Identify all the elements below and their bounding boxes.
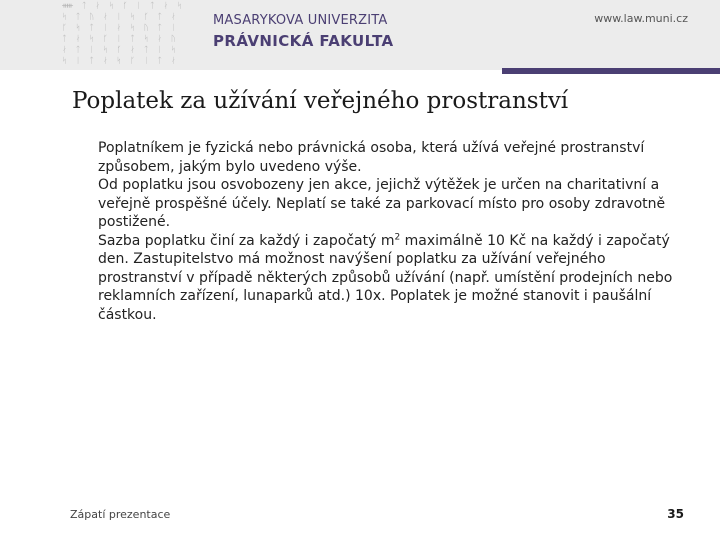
accent-bar (502, 68, 720, 74)
site-url-link[interactable]: www.law.muni.cz (594, 12, 688, 25)
square-superscript: 2 (394, 231, 401, 242)
paragraph-rate (98, 232, 688, 325)
header-bar (0, 0, 720, 70)
logo-pattern-icon: ᚔ ᛏ ᛅ ᛋ ᚴ ᛁ ᛏ ᛅ ᛋ ᛋ ᛏ ᚢ ᛅ ᛁ ᛋ ᚴ ᛏ ᛅ ᚴ ᛋ ᛏ ᛁ ᛅ ᛋ ᚢ ᛏ ᛁ ᛏ ᛅ ᛋ ᚴ ᛁ ᛏ ᛋ ᛅ ᚢ ᛅ ᛏ ᛁ ᛋ ᚴ ᛅ ᛏ ᛁ ᛋ ᛋ ᛁ ᛏ ᛅ ᛋ ᚴ ᛁ ᛏ ᛅ (62, 1, 184, 65)
rate-text-end: maximálně 10 Kč na každý i započatý den. Zastupitelstvo má možnost navýšení poplatku za užívání veřejného prostranství v případě některých způsobů užívání (např. umístění prodejních nebo reklamních zařízení, lunaparků atd.) 10x. Poplatek je možné stanovit i paušální částkou. (98, 232, 673, 323)
footer-text: Zápatí prezentace (70, 508, 171, 521)
university-name: MASARYKOVA UNIVERZITA (213, 13, 388, 28)
page-number: 35 (667, 507, 684, 521)
rate-text-start: Sazba poplatku činí za každý i započatý m (98, 232, 395, 249)
slide-title: Poplatek za užívání veřejného prostranství (72, 88, 569, 114)
faculty-name: PRÁVNICKÁ FAKULTA (213, 32, 394, 50)
slide-content (98, 139, 688, 324)
paragraph-exemptions: Od poplatku jsou osvobozeny jen akce, jejichž výtěžek je určen na charitativní a veřejně prospěšné účely. Neplatí se také za parkovací místo pro osoby zdravotně postižené. (98, 177, 666, 230)
paragraph-payer: Poplatníkem je fyzická nebo právnická osoba, která užívá veřejné prostranství způsobem, jakým bylo uvedeno výše. (98, 140, 645, 175)
